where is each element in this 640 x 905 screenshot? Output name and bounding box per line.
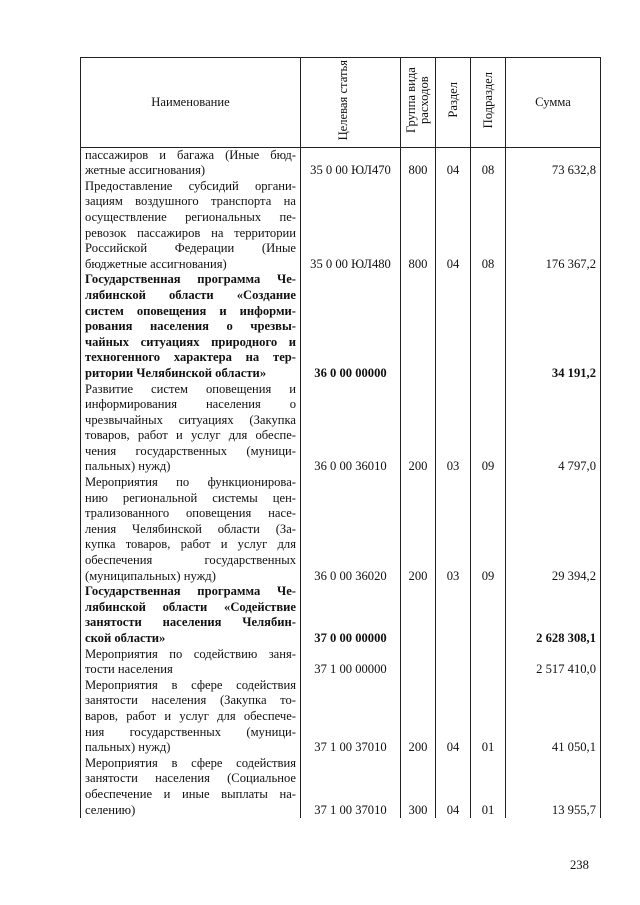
row-sum: 34 191,2 — [506, 272, 601, 381]
row-sum: 176 367,2 — [506, 179, 601, 273]
table-row — [81, 647, 601, 678]
row-expense-group: 200 — [401, 678, 436, 756]
row-name-line: Российской Федерации (Иные — [85, 241, 296, 256]
row-section: 04 — [436, 756, 471, 818]
table-body — [81, 147, 601, 818]
row-name — [81, 584, 301, 646]
header-name: Наименование — [81, 58, 301, 148]
row-subsection — [471, 584, 506, 646]
row-name-line: осуществление региональных пе- — [85, 209, 296, 224]
row-expense-group: 300 — [401, 756, 436, 818]
row-section — [436, 647, 471, 678]
row-name-line: занятости населения (Закупка то- — [85, 693, 296, 708]
row-subsection: 09 — [471, 382, 506, 476]
row-name-line: ния государственных (муници- — [85, 724, 296, 739]
row-sum: 29 394,2 — [506, 475, 601, 584]
row-section — [436, 272, 471, 381]
row-target-article: 37 0 00 00000 — [301, 584, 401, 646]
header-section: Раздел — [436, 58, 471, 148]
header-subsection: Подраздел — [471, 58, 506, 148]
row-name-line: занятости населения Челябин- — [85, 615, 296, 630]
row-name-line: бюджетные ассигнования) — [85, 256, 227, 271]
table-header-row — [81, 58, 601, 148]
row-name-line: тости населения — [85, 662, 173, 677]
row-target-article: 37 1 00 37010 — [301, 678, 401, 756]
row-expense-group: 200 — [401, 382, 436, 476]
row-subsection: 01 — [471, 678, 506, 756]
row-name — [81, 147, 301, 179]
row-name — [81, 272, 301, 381]
table-row — [81, 272, 601, 381]
row-target-article: 36 0 00 00000 — [301, 272, 401, 381]
row-section: 03 — [436, 382, 471, 476]
row-name-line: лябинской области «Создание — [85, 287, 296, 302]
row-name-line: Предоставление субсидий органи- — [85, 178, 296, 193]
row-section: 04 — [436, 147, 471, 179]
row-name — [81, 678, 301, 756]
row-name-line: нию региональной системы цен- — [85, 490, 296, 505]
row-subsection: 01 — [471, 756, 506, 818]
row-expense-group — [401, 272, 436, 381]
row-name-line: Государственная программа Че- — [85, 272, 296, 287]
row-name-line: варов, работ и услуг для обеспече- — [85, 708, 296, 723]
row-name-line: пальных) нужд) — [85, 459, 171, 474]
row-target-article: 35 0 00 ЮЛ470 — [301, 147, 401, 179]
row-name-line: Развитие систем оповещения и — [85, 381, 296, 396]
row-name-line: товаров, работ и услуг для обеспе- — [85, 428, 296, 443]
table-row — [81, 678, 601, 756]
row-name-line: лябинской области «Содействие — [85, 599, 296, 614]
row-name-line: жетные ассигнования) — [85, 163, 206, 178]
row-name-line: Мероприятия в сфере содействия — [85, 677, 296, 692]
row-target-article: 36 0 00 36010 — [301, 382, 401, 476]
row-name — [81, 179, 301, 273]
row-expense-group: 800 — [401, 179, 436, 273]
row-name-line: ской области» — [85, 631, 166, 645]
page-number: 238 — [570, 858, 589, 872]
budget-table — [80, 57, 601, 818]
row-target-article: 35 0 00 ЮЛ480 — [301, 179, 401, 273]
row-expense-group: 800 — [401, 147, 436, 179]
row-subsection: 08 — [471, 179, 506, 273]
row-subsection — [471, 647, 506, 678]
table-row — [81, 382, 601, 476]
row-target-article: 37 1 00 00000 — [301, 647, 401, 678]
row-name-line: пальных) нужд) — [85, 740, 171, 755]
row-section: 03 — [436, 475, 471, 584]
table-row — [81, 584, 601, 646]
row-target-article: 36 0 00 36020 — [301, 475, 401, 584]
header-sum: Сумма — [506, 58, 601, 148]
row-sum: 41 050,1 — [506, 678, 601, 756]
row-name — [81, 647, 301, 678]
row-name-line: Мероприятия в сфере содействия — [85, 755, 296, 770]
row-name-line: пассажиров и багажа (Иные бюд- — [85, 147, 296, 162]
row-subsection: 08 — [471, 147, 506, 179]
row-name-line: информирования населения о — [85, 397, 296, 412]
table-row — [81, 756, 601, 818]
row-sum: 4 797,0 — [506, 382, 601, 476]
row-name-line: (муниципальных) нужд) — [85, 568, 216, 583]
row-sum: 13 955,7 — [506, 756, 601, 818]
row-name-line: ления Челябинской области (За- — [85, 521, 296, 536]
row-sum: 73 632,8 — [506, 147, 601, 179]
row-expense-group — [401, 584, 436, 646]
row-name — [81, 475, 301, 584]
table-row — [81, 179, 601, 273]
header-target-article: Целевая статья — [301, 58, 401, 148]
row-name-line: чрезвычайных ситуациях (Закупка — [85, 412, 296, 427]
row-section: 04 — [436, 678, 471, 756]
row-name-line: Государственная программа Че- — [85, 584, 296, 599]
row-expense-group: 200 — [401, 475, 436, 584]
row-name-line: обеспечения государственных — [85, 553, 296, 568]
row-sum: 2 517 410,0 — [506, 647, 601, 678]
row-name-line: занятости населения (Социальное — [85, 771, 296, 786]
row-name — [81, 756, 301, 818]
table-row — [81, 475, 601, 584]
row-name-line: чайных ситуациях природного и — [85, 334, 296, 349]
row-name — [81, 382, 301, 476]
row-name-line: систем оповещения и информи- — [85, 303, 296, 318]
row-expense-group — [401, 647, 436, 678]
header-expense-group: Группа вида расходов — [401, 58, 436, 148]
row-name-line: Мероприятия по функционирова- — [85, 475, 296, 490]
row-subsection: 09 — [471, 475, 506, 584]
row-name-line: Мероприятия по содействию заня- — [85, 646, 296, 661]
row-name-line: трализованного оповещения насе- — [85, 506, 296, 521]
row-name-line: купка товаров, работ и услуг для — [85, 537, 296, 552]
row-sum: 2 628 308,1 — [506, 584, 601, 646]
row-name-line: ревозок пассажиров на территории — [85, 225, 296, 240]
row-subsection — [471, 272, 506, 381]
row-name-line: ритории Челябинской области» — [85, 365, 267, 380]
row-name-line: обеспечение и иные выплаты на- — [85, 786, 296, 801]
row-name-line: чения государственных (муници- — [85, 443, 296, 458]
row-name-line: рования населения о чрезвы- — [85, 319, 296, 334]
row-name-line: зациям воздушного транспорта на — [85, 194, 296, 209]
row-section: 04 — [436, 179, 471, 273]
row-name-line: техногенного характера на тер- — [85, 350, 296, 365]
row-name-line: селению) — [85, 802, 136, 817]
table-row — [81, 147, 601, 179]
row-target-article: 37 1 00 37010 — [301, 756, 401, 818]
row-section — [436, 584, 471, 646]
